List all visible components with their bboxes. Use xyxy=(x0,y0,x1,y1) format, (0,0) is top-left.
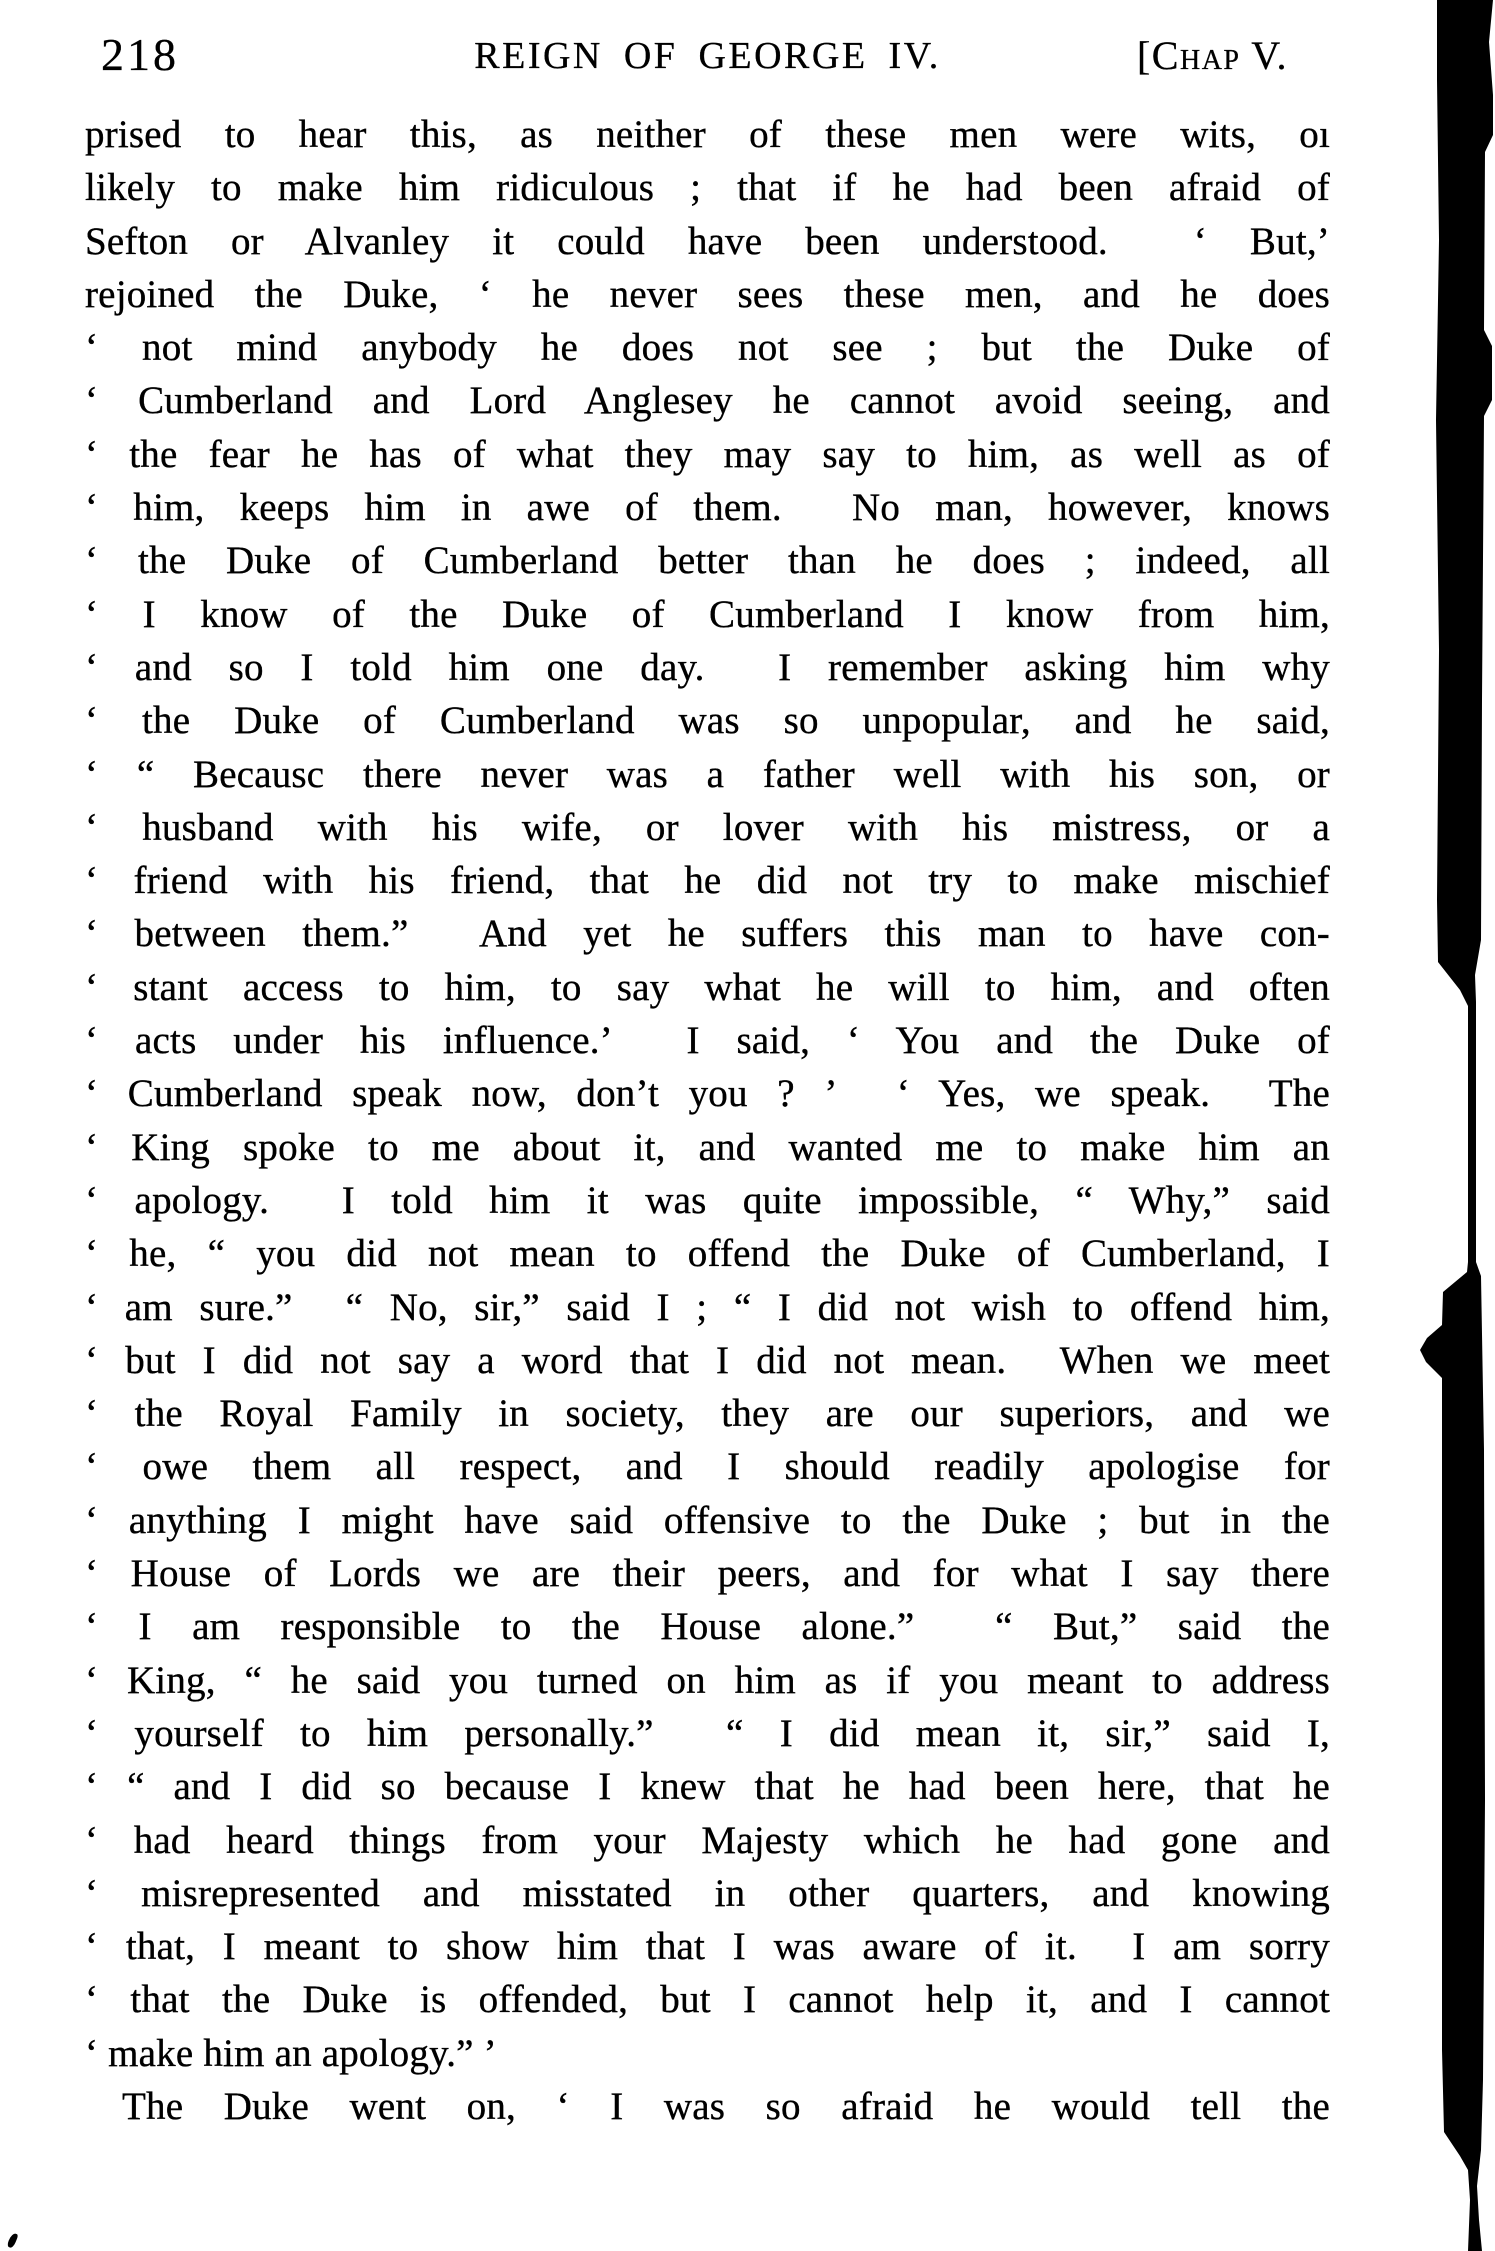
text-line: ‘ make him an apology.” ’ xyxy=(85,2031,497,2075)
text-line: rejoined the Duke, ‘ he never sees these men, and he does xyxy=(85,272,1330,316)
text-line: ‘ the fear he has of what they may say to him, as well as of xyxy=(85,432,1330,476)
text-line: ‘ stant access to him, to say what he will to him, and often xyxy=(85,965,1330,1009)
text-line: ‘ acts under his influence.’ I said, ‘ You and the Duke of xyxy=(85,1019,1330,1063)
scan-gutter-shadow xyxy=(1380,0,1495,2251)
text-line: ‘ misrepresented and misstated in other quarters, and knowing xyxy=(85,1871,1330,1915)
text-line: ‘ I am responsible to the House alone.” “ But,” said the xyxy=(85,1605,1330,1649)
text-line: ‘ “ and I did so because I knew that he had been here, that he xyxy=(85,1765,1330,1809)
text-line: Sefton or Alvanley it could have been understood. ‘ But,’ xyxy=(85,219,1330,263)
text-line: ‘ the Duke of Cumberland was so unpopular, and he said, xyxy=(85,699,1330,743)
text-line: ‘ owe them all respect, and I should readily apologise for xyxy=(85,1445,1330,1489)
chapter-marker: [Chap V. xyxy=(1136,33,1288,78)
text-line: ‘ apology. I told him it was quite impossible, “ Why,” said xyxy=(85,1178,1330,1222)
text-line: ‘ friend with his friend, that he did not try to make mischief xyxy=(85,859,1330,903)
text-line: prised to hear this, as neither of these men were wits, oı xyxy=(85,113,1330,156)
running-header xyxy=(85,26,1330,90)
paragraph-1 xyxy=(85,108,1330,2027)
body-text xyxy=(85,108,1330,2133)
text-line: ‘ yourself to him personally.” “ I did mean it, sir,” said I, xyxy=(85,1711,1330,1755)
text-line: ‘ the Duke of Cumberland better than he does ; indeed, all xyxy=(85,539,1330,583)
text-line: ‘ he, “ you did not mean to offend the Duke of Cumberland, I xyxy=(85,1232,1330,1276)
text-line: The Duke went on, ‘ I was so afraid he would tell the xyxy=(122,2084,1330,2128)
text-line: likely to make him ridiculous ; that if he had been afraid of xyxy=(85,166,1330,210)
text-line: ‘ husband with his wife, or lover with his mistress, or a xyxy=(85,805,1330,849)
text-line: ‘ had heard things from your Majesty which he had gone and xyxy=(85,1818,1330,1862)
ink-speck xyxy=(6,2232,18,2249)
text-line: ‘ him, keeps him in awe of them. No man, however, knows xyxy=(85,486,1330,530)
text-line: ‘ “ Becausc there never was a father well with his son, or xyxy=(85,752,1330,796)
text-line: ‘ the Royal Family in society, they are our superiors, and we xyxy=(85,1392,1330,1436)
text-line: ‘ I know of the Duke of Cumberland I know from him, xyxy=(85,592,1330,636)
text-line: ‘ King spoke to me about it, and wanted me to make him an xyxy=(85,1125,1330,1169)
text-line: ‘ anything I might have said offensive to the Duke ; but in the xyxy=(85,1498,1330,1542)
text-line: ‘ and so I told him one day. I remember asking him why xyxy=(85,645,1330,689)
running-title: REIGN OF GEORGE IV. xyxy=(474,35,941,77)
text-line: ‘ not mind anybody he does not see ; but the Duke of xyxy=(85,326,1330,370)
text-line: ‘ am sure.” “ No, sir,” said I ; “ I did not wish to offend him, xyxy=(85,1285,1330,1329)
text-line: ‘ Cumberland speak now, don’t you ? ’ ‘ Yes, we speak. The xyxy=(85,1072,1330,1116)
text-line: ‘ that the Duke is offended, but I cannot help it, and I cannot xyxy=(85,1978,1330,2022)
page-number: 218 xyxy=(101,29,179,80)
text-line: ‘ House of Lords we are their peers, and for what I say there xyxy=(85,1552,1330,1596)
text-line: ‘ Cumberland and Lord Anglesey he cannot avoid seeing, and xyxy=(85,379,1330,423)
text-line: ‘ but I did not say a word that I did not mean. When we meet xyxy=(85,1338,1330,1382)
text-line: ‘ King, “ he said you turned on him as if you meant to address xyxy=(85,1658,1330,1702)
text-line: ‘ that, I meant to show him that I was aware of it. I am sorry xyxy=(85,1925,1330,1969)
text-line: ‘ between them.” And yet he suffers this man to have con- xyxy=(85,912,1330,956)
